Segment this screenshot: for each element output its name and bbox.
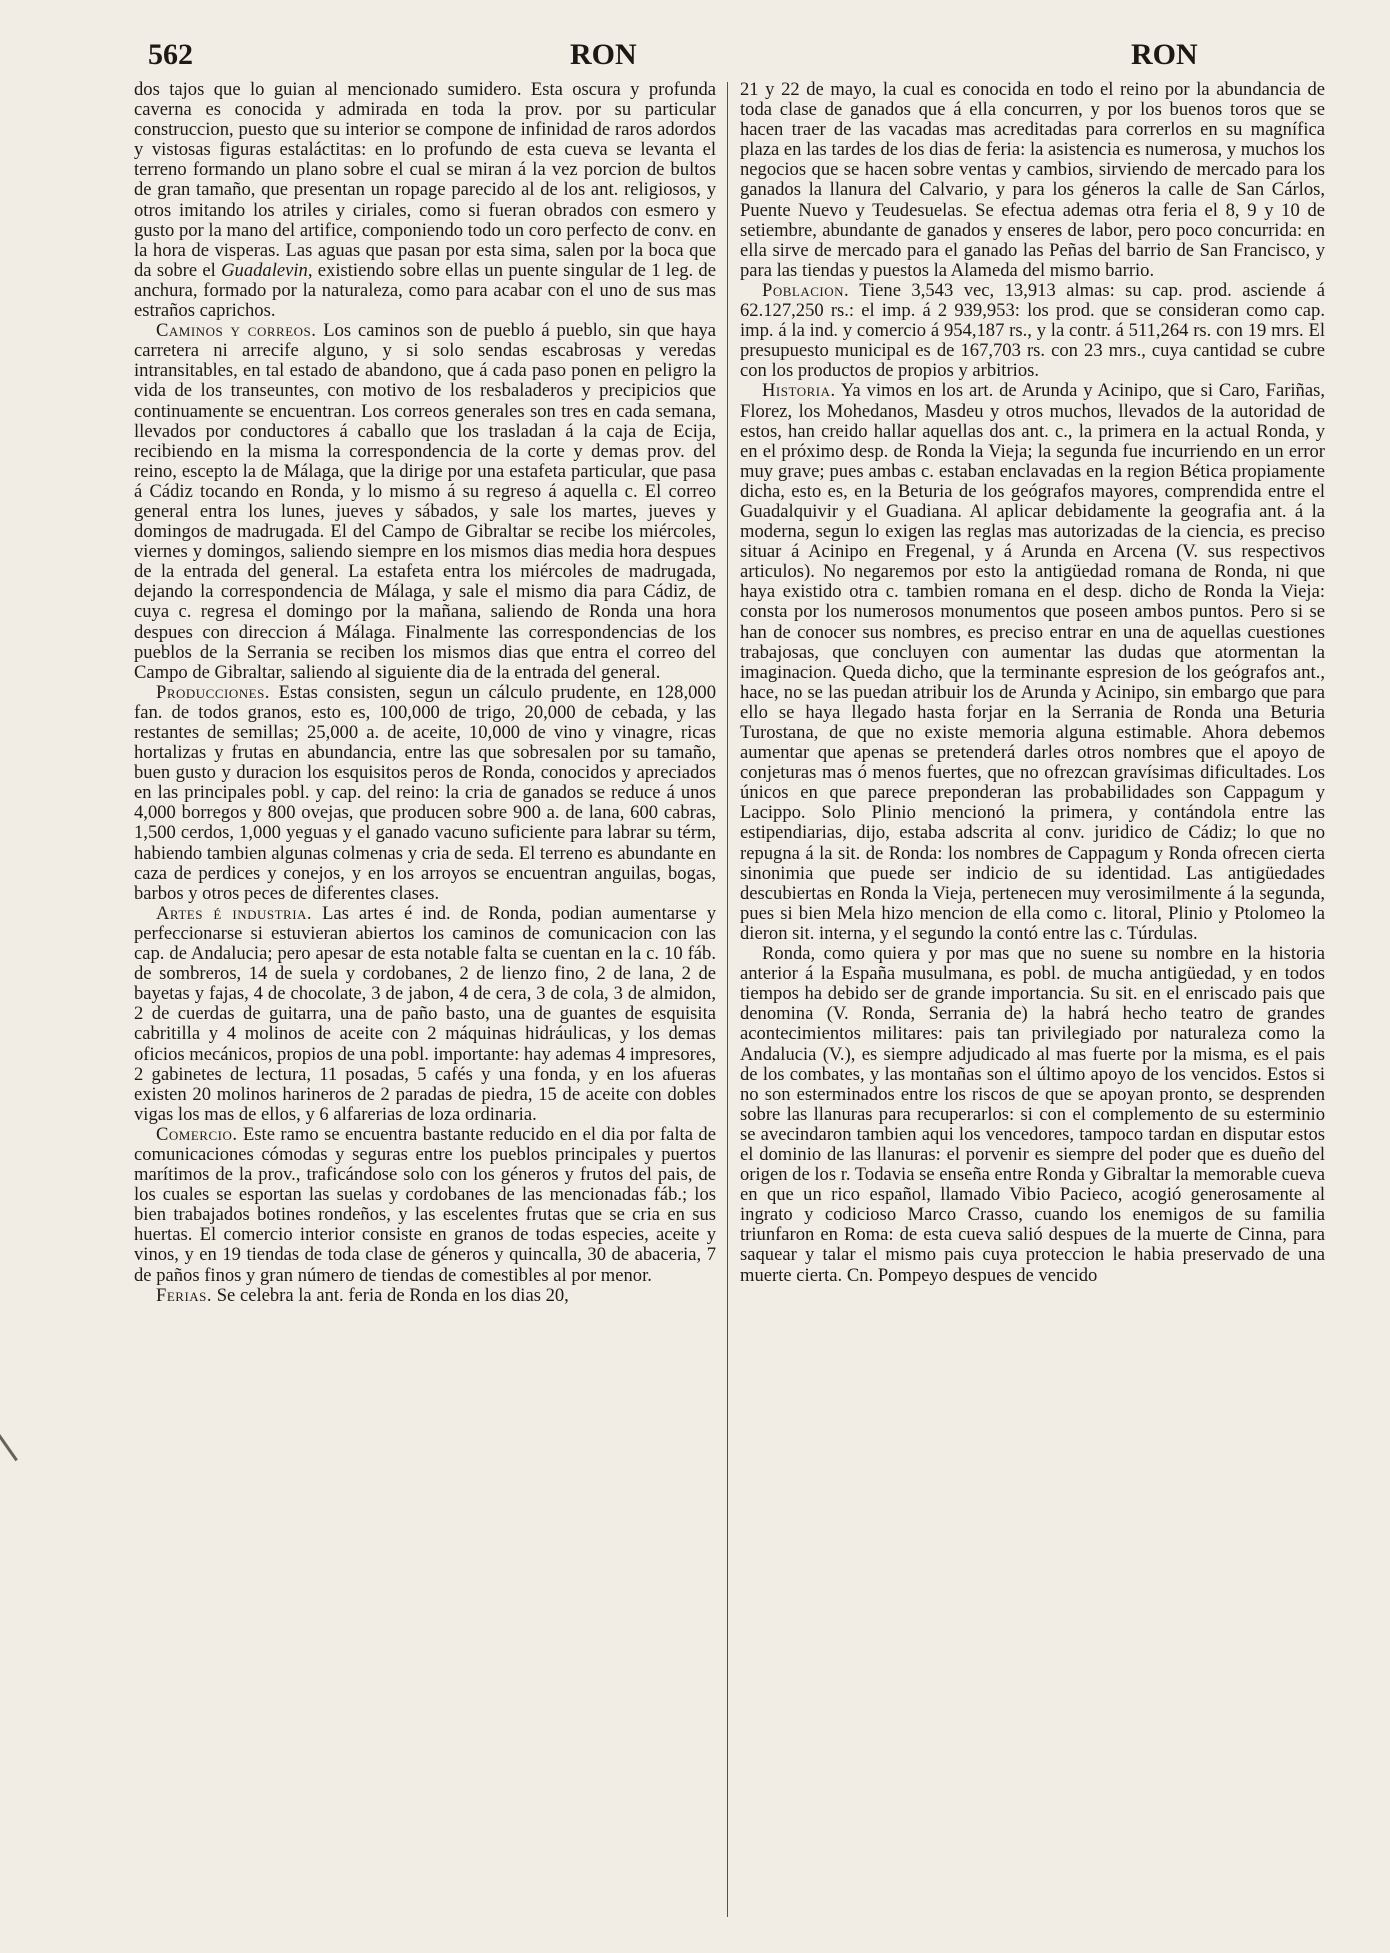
section-head-producciones: Producciones. (156, 681, 270, 703)
left-column (134, 80, 716, 1930)
section-head-caminos: Caminos y correos. (156, 320, 317, 342)
section-head-poblacion: Poblacion. (762, 279, 850, 301)
right-running-head: RON (1131, 38, 1198, 71)
column-divider (727, 82, 728, 1917)
paragraph-ronda: Ronda, como quiera y por mas que no suene su nombre en la historia anterior á la España musulmana, es pobl. de mucha antigüedad, y en todos tiempos ha debido ser de grande importancia. Su sit. en el enriscado pais que denomina (V. Ronda, Serrania de) la habrá hecho teatro de grandes acontecimientos militares: pais tan privilegiado por naturaleza como la Andalucia (V.), es siempre adjudicado al mas fuerte por la misma, es el pais de los combates, y las montañas son el último apoyo de los vencidos. Estos si no son esterminados entre los riscos de que se apoyan pronto, se desprenden sobre las llanuras para recuperarlos: si con el complemento de su esterminio se avecindaron tambien aqui los vencedores, tampoco tardan en disputar estos el dominio de las llanuras: el porvenir es siempre del poder que es dueño del origen de los r. Todavia se enseña entre Ronda y Gibraltar la memorable cueva en que un rico español, llamado Vibio Pacieco, acogió generosamente al ingrato y codicioso Marco Crasso, cuando los enemigos de su familia triunfaron en Roma: de esta cueva salió despues de la muerte de Cinna, para saquear y talar el mismo pais cuya proteccion le habia preservado de una muerte cierta. Cn. Pompeyo despues de vencido (740, 943, 1325, 1286)
section-head-ferias: Ferias. (156, 1284, 213, 1306)
ink-mark (0, 1421, 36, 1462)
paragraph-comercio: Comercio. Este ramo se encuentra bastante reducido en el dia por falta de comunicaciones cómodas y seguras entre los pueblos principales y puertos marítimos de la prov., traficándose solo con los géneros y frutos del pais, de los cuales se esportan las suelas y cordobanes de las mencionadas fáb.; los bien trabajados botines rondeños, y las escelentes frutas que se cria en sus huertas. El comercio interior consiste en granos de todas especies, aceite y vinos, y en 19 tiendas de toda clase de géneros y quincalla, 30 de abaceria, 7 de paños finos y gran número de tiendas de comestibles al por menor. (134, 1123, 716, 1286)
section-head-artes: Artes é industria. (156, 902, 313, 924)
page-header (148, 36, 1333, 78)
paragraph-artes: Artes é industria. Las artes é ind. de Ronda, podian aumentarse y perfeccionarse si estuvieran abiertos los caminos de comunicacion con las cap. de Andalucia; pero apesar de esta notable falta se cuentan en la c. 10 fáb. de sombreros, 14 de suela y cordobanes, 2 de lienzo fino, 2 de lana, 2 de bayetas y fajas, 4 de chocolate, 3 de jabon, 4 de cera, 3 de cola, 3 de almidon, 2 de cuerdas de guitarra, una de paño basto, una de guantes de esquisita cabritilla y 4 molinos de aceite con 2 máquinas hidráulicas, y los demas oficios mecánicos, propios de una pobl. importante: hay ademas 4 impresores, 2 gabinetes de lectura, 11 posadas, 5 cafés y una fonda, y en los afueras existen 20 molinos harineros de 2 paradas de piedra, 15 de aceite con dobles vigas los mas de ellos, y 6 alfarerias de loza ordinaria. (134, 902, 716, 1125)
right-column (740, 80, 1325, 1930)
paragraph-caminos: Caminos y correos. Los caminos son de pueblo á pueblo, sin que haya carretera ni arrecife alguno, y si solo sendas escabrosas y veredas intransitables, en tal estado de abandono, que á cada paso ponen en peligro la vida de los transeuntes, con motivo de los resbaladeros y precipicios que continuamente se encuentran. Los correos generales son tres en cada semana, llevados por conductores á caballo que los trasladan á la caja de Ecija, recibiendo en la misma la correspondencia de la corte y demas prov. del reino, escepto la de Málaga, que la dirige por una estafeta particular, que pasa á Cádiz tocando en Ronda, y lo mismo á su regreso á aquella c. El correo general entra los lunes, jueves y sábados, y sale los martes, jueves y domingos de madrugada. El del Campo de Gibraltar se recibe los miércoles, viernes y domingos, saliendo siempre en los mismos dias media hora despues de la entrada del general. La estafeta entra los miércoles de madrugada, dejando la correspondencia de Málaga, y sale el mismo dia para Cádiz, de cuya c. regresa el domingo por la mañana, saliendo de Ronda una hora despues con direccion á Málaga. Finalmente las correspondencias de los pueblos de la Serrania se reciben los mismos dias que entra el correo del Campo de Gibraltar, saliendo al siguiente dia de la entrada del general. (134, 320, 716, 683)
paragraph-ferias: Ferias. Se celebra la ant. feria de Ronda en los dias 20, (156, 1284, 569, 1306)
section-head-historia: Historia. (762, 380, 836, 402)
river-name: Guadalevin (221, 259, 308, 281)
paragraph-historia: Historia. Ya vimos en los art. de Arunda y Acinipo, que si Caro, Fariñas, Florez, los Mohedanos, Masdeu y otros muchos, llevados de la autoridad de estos, han creido hallar aquellas dos ant. c., la primera en la actual Ronda, y en el próximo desp. de Ronda la Vieja; la segunda fue incurriendo en un error muy grave; pues ambas c. estaban enclavadas en la region Bética propiamente dicha, esto es, en la Beturia de los geógrafos mayores, comprendida entre el Guadalquivir y el Guadiana. Al aplicar debidamente la geografia ant. á la moderna, segun lo exigen las reglas mas autorizadas de la ciencia, es preciso situar á Acinipo en Fregenal, y á Arunda en Arcena (V. sus respectivos articulos). No negaremos por esto la antigüedad romana de Ronda, ni que haya existido otra c. tambien romana en el desp. dicho de Ronda la Vieja: consta por los numerosos monumentos que poseen ambos puntos. Pero si se han de conocer sus nombres, es preciso entrar en una de aquellas cuestiones trabajosas, que concluyen con aumentar las dudas que atormentan la imaginacion. Queda dicho, que la terminante espresion de los geógrafos ant., hace, no se las puedan atribuir los de Arunda y Acinipo, sin embargo que para ello se haya llegado hasta forjar en la Serrania de Ronda una Beturia Turostana, de que no existe memoria alguna estimable. Ahora debemos aumentar que apenas se pretenderá darles otros nombres que el apoyo de conjeturas mas ó menos fuertes, que no ofrezcan gravísimas dificultades. Los únicos en que parece preponderan las probabilidades son Cappagum y Lacippo. Solo Plinio mencionó la primera, y contándola entre las estipendiarias, dijo, estaba adscrita al conv. juridico de Cádiz; lo que no repugna á la sit. de Ronda: los nombres de Cappagum y Ronda ofrecen cierta sinonimia que puede ser indicio de su identidad. Las antigüedades descubiertas en Ronda la Vieja, pertenecen muy verosimilmente á la segunda, pues si bien Mela hizo mencion de ella como c. litoral, Plinio y Ptolomeo la dieron sit. interna, y el segundo la contó entre las c. Túrdulas. (740, 380, 1325, 944)
section-head-comercio: Comercio. (156, 1123, 238, 1145)
paragraph-poblacion: Poblacion. Tiene 3,543 vec, 13,913 almas: su cap. prod. asciende á 62.127,250 rs.: el imp. á 2 939,953: los prod. que se consideran como cap. imp. á la ind. y comercio á 954,187 rs., y la contr. á 511,264 rs. con 19 mrs. El presupuesto municipal es de 167,703 rs. con 23 mrs., cuya cantidad se cubre con los productos de propios y arbitrios. (740, 279, 1325, 382)
left-running-head: RON (570, 38, 637, 71)
page-number: 562 (148, 38, 193, 71)
paragraph-cueva: dos tajos que lo guian al mencionado sumidero. Esta oscura y profunda caverna es conocida y admirada en toda la prov. por su particular construccion, puesto que su interior se compone de infinidad de raros adordos y vistosas figuras estaláctitas: en lo profundo de esta cueva se levanta el terreno formando un plano sobre el cual se miran á la vez porcion de bultos de gran tamaño, que presentan un ropage parecido al de los ant. religiosos, y otros imitando los atriles y ciriales, como si fueran obrados con esmero y gusto por la mano del artifice, componiendo todo un coro perfecto de conv. en la hora de visperas. Las aguas que pasan por esta sima, salen por la boca que da sobre el Guadalevin, existiendo sobre ellas un puente singular de 1 leg. de anchura, formado por la naturaleza, como para acabar con el uno de sus mas estraños caprichos. (134, 80, 716, 322)
paragraph-ferias-cont: 21 y 22 de mayo, la cual es conocida en todo el reino por la abundancia de toda clase de ganados que á ella concurren, y por los buenos toros que se hacen traer de las vacadas mas acreditadas para correrlos en su magnífica plaza en las tardes de los dias de feria: la asistencia es numerosa, y muchos los negocios que se hacen sobre ventas y cambios, sirviendo de mercado para los ganados la llanura del Calvario, y para los géneros la calle de San Cárlos, Puente Nuevo y Teudesuelas. Se efectua ademas otra feria el 8, 9 y 10 de setiembre, abundante de ganados y enseres de labor, pero poco concurrida: en ella sirve de mercado para el ganado las Peñas del barrio de San Francisco, y para las tiendas y puestos la Alameda del mismo barrio. (740, 80, 1325, 281)
paragraph-producciones: Producciones. Estas consisten, segun un cálculo prudente, en 128,000 fan. de todos granos, esto es, 100,000 de trigo, 20,000 de cebada, y las restantes de semillas; 25,000 a. de aceite, 10,000 de vino y vinagre, ricas hortalizas y frutas en abundancia, entre las que sobresalen por su tamaño, buen gusto y duracion los esquisitos peros de Ronda, conocidos y apreciados en las principales pobl. y cap. del reino: la cria de ganados se reduce á unos 4,000 borregos y 800 ovejas, que producen sobre 900 a. de lana, 600 cabras, 1,500 cerdos, 1,000 yeguas y el ganado vacuno suficiente para labrar su térm, habiendo tambien algunas colmenas y cria de seda. El terreno es abundante en caza de perdices y conejos, y en los arroyos se encuentran anguilas, bogas, barbos y otros peces de diferentes clases. (134, 681, 716, 904)
